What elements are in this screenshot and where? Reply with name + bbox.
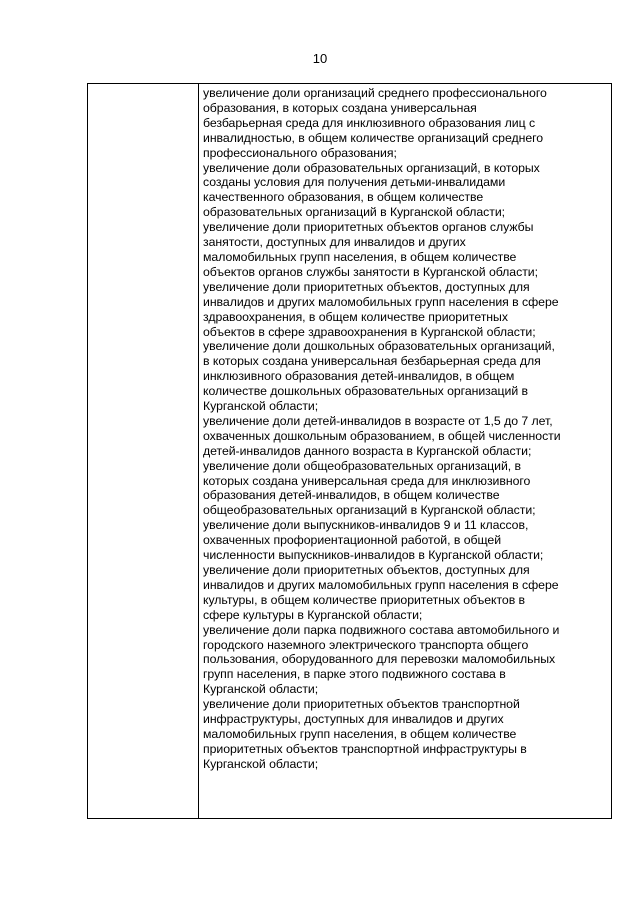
text-line: образования, в которых создана универсальная (203, 100, 477, 115)
text-line: которых создана универсальная среда для инклюзивного (203, 473, 531, 488)
text-line: инвалидов и других маломобильных групп населения в сфере (203, 577, 559, 592)
text-line: количестве дошкольных образовательных организаций в (203, 384, 529, 399)
table-left-cell (88, 84, 199, 818)
text-line: увеличение доли приоритетных объектов органов службы (203, 220, 534, 235)
text-line: инвалидов и других маломобильных групп населения в сфере (203, 294, 559, 309)
text-line: увеличение доли приоритетных объектов, доступных для (203, 563, 530, 577)
text-line: охваченных профориентационной работой, в общей (203, 533, 502, 548)
text-line: образования детей-инвалидов, в общем количестве (203, 488, 500, 503)
table-right-cell (203, 86, 609, 772)
text-line: городского наземного электрического транспорта общего (203, 637, 529, 652)
text-line: групп населения, в парке этого подвижного состава в (203, 667, 506, 682)
text-line: увеличение доли организаций среднего профессионального (203, 86, 547, 100)
text-line: увеличение доли приоритетных объектов транспортной (203, 697, 520, 712)
text-line: объектов органов службы занятости в Курганской области; (203, 264, 538, 279)
text-line: детей-инвалидов данного возраста в Курганской области; (203, 443, 532, 458)
text-line: здравоохранения, в общем количестве приоритетных (203, 309, 508, 324)
text-line: Курганской области; (203, 399, 319, 414)
text-line: пользования, оборудованного для перевозки маломобильных (203, 652, 556, 667)
text-line: увеличение доли парка подвижного состава автомобильного и (203, 622, 560, 637)
text-line: охваченных дошкольным образованием, в общей численности (203, 428, 561, 443)
text-line: увеличение доли образовательных организаций, в которых (203, 160, 540, 175)
text-line: объектов в сфере здравоохранения в Курганской области; (203, 324, 536, 339)
text-line: образовательных организаций в Курганской области; (203, 205, 506, 220)
text-line: инклюзивного образования детей-инвалидов, в общем (203, 369, 515, 384)
text-line: Курганской области; (203, 682, 319, 697)
text-line: инвалидностью, в общем количестве организаций среднего (203, 130, 544, 145)
text-line: маломобильных групп населения, в общем количестве (203, 726, 517, 741)
text-line: увеличение доли дошкольных образовательных организаций, (203, 339, 555, 354)
text-line: профессионального образования; (203, 145, 397, 160)
text-line: занятости, доступных для инвалидов и других (203, 235, 466, 250)
text-line: маломобильных групп населения, в общем количестве (203, 249, 517, 264)
text-line: инфраструктуры, доступных для инвалидов и других (203, 712, 504, 727)
text-line: созданы условия для получения детьми-инвалидами (203, 175, 506, 190)
indicator-table (87, 83, 612, 819)
text-line: увеличение доли детей-инвалидов в возрасте от 1,5 до 7 лет, (203, 413, 553, 428)
text-line: увеличение доли приоритетных объектов, доступных для (203, 279, 530, 294)
page-number: 10 (312, 51, 328, 66)
text-line: увеличение доли выпускников-инвалидов 9 и 11 классов, (203, 518, 529, 533)
text-line: сфере культуры в Курганской области; (203, 607, 423, 622)
text-line: общеобразовательных организаций в Курганской области; (203, 503, 536, 518)
text-line: безбарьерная среда для инклюзивного образования лиц с (203, 115, 536, 130)
text-line: качественного образования, в общем количестве (203, 190, 484, 205)
text-line: культуры, в общем количестве приоритетных объектов в (203, 592, 526, 607)
text-line: увеличение доли общеобразовательных организаций, в (203, 458, 522, 473)
text-line: Курганской области; (203, 756, 319, 771)
text-line: приоритетных объектов транспортной инфраструктуры в (203, 741, 527, 756)
text-line: численности выпускников-инвалидов в Курганской области; (203, 548, 544, 563)
text-line: в которых создана универсальная безбарьерная среда для (203, 354, 541, 369)
